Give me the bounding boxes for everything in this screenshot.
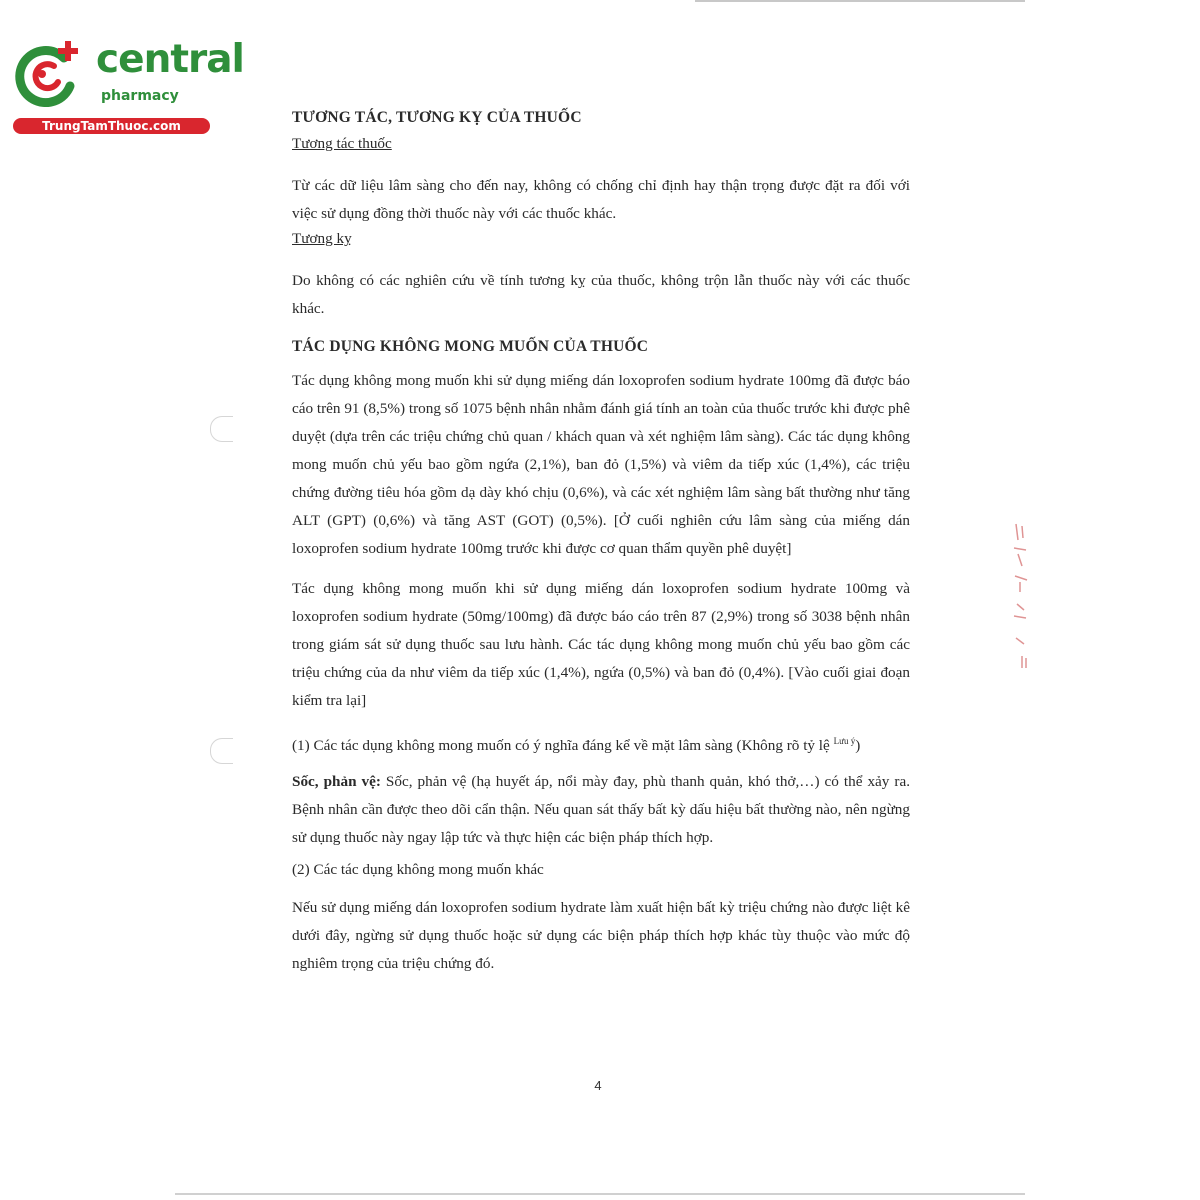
shock-label: Sốc, phản vệ: [292,773,381,791]
note-superscript: Lưu ý [833,736,856,746]
paragraph-adverse-preapproval: Tác dụng không mong muốn khi sử dụng miếng dán loxoprofen sodium hydrate 100mg đã được báo cáo trên 91 (8,5%) trong số 1075 bệnh nhân nhằm đánh giá tính an toàn của thuốc trước khi được phê duyệt (dựa trên các triệu chứng chủ quan / khách quan và xét nghiệm lâm sàng). Các tác dụng không mong muốn chủ yếu bao gồm ngứa (2,1%), ban đỏ (1,5%) và viêm da tiếp xúc (1,4%), các triệu chứng đường tiêu hóa gồm dạ dày khó chịu (0,6%), và các xét nghiệm lâm sàng bất thường như tăng ALT (GPT) (0,6%) và tăng AST (GOT) (0,5%). [Ở cuối nghiên cứu lâm sàng của miếng dán loxoprofen sodium hydrate 100mg trước khi được cơ quan thẩm quyền phê duyệt] [292,372,910,557]
subheading-incompatibility: Tương kỵ [292,230,352,247]
logo-brand-text: central [96,37,244,82]
pharmacy-logo-icon [10,38,90,108]
list-item-clinically-significant [292,727,910,760]
scan-edge-top [695,0,1025,2]
list-item-text: (1) Các tác dụng không mong muốn có ý nghĩa đáng kể về mặt lâm sàng (Không rõ tỷ lệ [292,737,830,755]
brand-logo [10,37,244,138]
logo-url[interactable]: TrungTamThuoc.com [13,118,210,134]
list-item-other-effects: (2) Các tác dụng không mong muốn khác [292,861,544,879]
shock-text: Sốc, phản vệ (hạ huyết áp, nổi mày đay, phù thanh quản, khó thở,…) có thể xảy ra. Bệnh nhân cần được theo dõi cẩn thận. Nếu quan sát thấy bất kỳ dấu hiệu bất thường nào, nên ngừng sử dụng thuốc này ngay lập tức và thực hiện các biện pháp thích hợp. [292,773,910,847]
logo-sub-text: pharmacy [101,88,179,104]
document-body [292,104,910,978]
punch-hole [210,738,233,764]
red-stamp-mark [1008,520,1034,670]
list-item-close: ) [855,737,861,755]
section-heading-adverse-effects: TÁC DỤNG KHÔNG MONG MUỐN CỦA THUỐC [292,338,649,355]
paragraph-interactions: Từ các dữ liệu lâm sàng cho đến nay, không có chống chỉ định hay thận trọng được đặt ra đối với việc sử dụng đồng thời thuốc này với các thuốc khác. [292,177,910,222]
page-number: 4 [594,1078,602,1093]
paragraph-shock [292,768,910,852]
scan-edge-bottom [175,1193,1025,1195]
paragraph-other-effects: Nếu sử dụng miếng dán loxoprofen sodium hydrate làm xuất hiện bất kỳ triệu chứng nào được liệt kê dưới đây, ngừng sử dụng thuốc hoặc sử dụng các biện pháp thích hợp khác tùy thuộc vào mức độ nghiêm trọng của triệu chứng đó. [292,899,910,973]
subheading-drug-interactions: Tương tác thuốc [292,135,392,152]
punch-hole [210,416,233,442]
paragraph-incompatibility: Do không có các nghiên cứu về tính tương kỵ của thuốc, không trộn lẫn thuốc này với các thuốc khác. [292,272,910,317]
paragraph-adverse-postmarketing: Tác dụng không mong muốn khi sử dụng miếng dán loxoprofen sodium hydrate 100mg và loxoprofen sodium hydrate (50mg/100mg) đã được báo cáo trên 87 (2,9%) trong số 3038 bệnh nhân trong giám sát sử dụng thuốc sau lưu hành. Các tác dụng không mong muốn chủ yếu bao gồm các triệu chứng của da như viêm da tiếp xúc (1,4%), ngứa (0,5%) và ban đỏ (0,4%). [Vào cuối giai đoạn kiểm tra lại] [292,580,910,709]
section-heading-interactions: TƯƠNG TÁC, TƯƠNG KỴ CỦA THUỐC [292,109,582,126]
